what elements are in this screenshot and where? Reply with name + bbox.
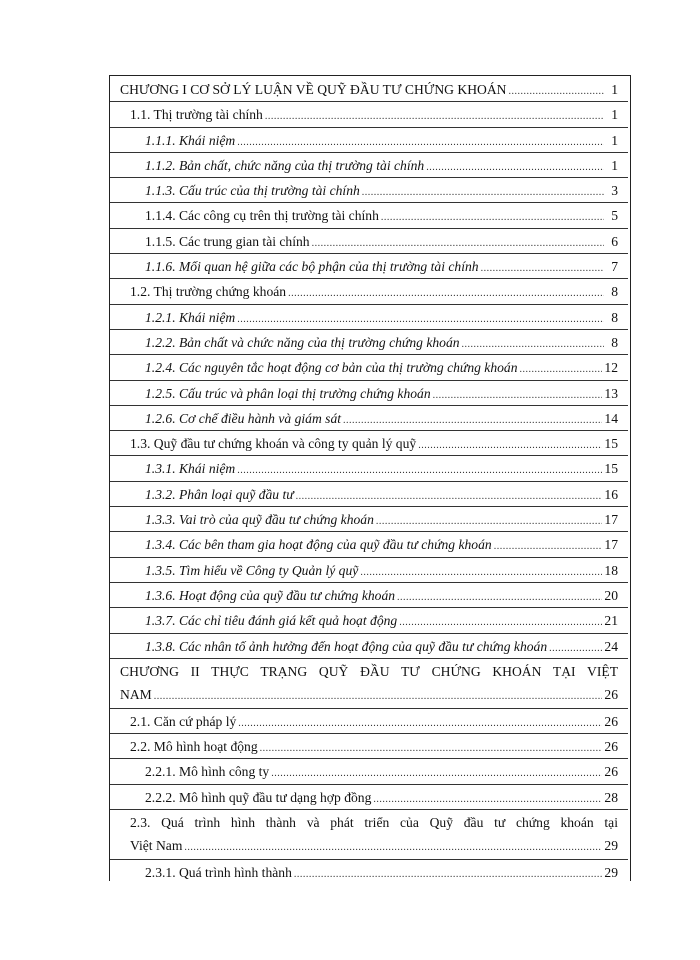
- dot-leader: [373, 794, 602, 805]
- toc-label: CHƯƠNG I CƠ SỞ LÝ LUẬN VỀ QUỸ ĐẦU TƯ CHỨNG KHOÁN: [120, 82, 507, 97]
- dot-leader: [508, 86, 604, 97]
- toc-label: 2.2.2. Mô hình quỹ đầu tư dạng hợp đồng: [145, 789, 372, 805]
- dot-leader: [462, 339, 604, 350]
- dot-leader: [271, 768, 602, 779]
- dot-leader: [260, 743, 603, 754]
- dot-leader: [154, 691, 603, 702]
- toc-page-number: 6: [611, 233, 618, 249]
- dot-leader: [494, 541, 603, 552]
- toc-label: 1.2.2. Bản chất và chức năng của thị trường chứng khoán: [145, 334, 460, 350]
- toc-entry-1-1-2[interactable]: [110, 152, 628, 177]
- dot-leader: [549, 643, 602, 654]
- toc-page-number: 29: [604, 865, 618, 881]
- toc-label: 1.3.6. Hoạt động của quỹ đầu tư chứng khoán: [145, 587, 396, 603]
- toc-label: 1.3.5. Tìm hiểu về Công ty Quản lý quỹ: [145, 562, 359, 578]
- toc-page-number: 3: [611, 183, 618, 199]
- dot-leader: [294, 869, 603, 880]
- toc-entry-2-2-2[interactable]: [110, 784, 628, 809]
- toc-entry-1-3[interactable]: [110, 430, 628, 455]
- toc-entry-1-3-7[interactable]: [110, 607, 628, 632]
- toc-page-number: 7: [611, 259, 618, 275]
- toc-page-number: 26: [604, 739, 618, 755]
- toc-label: 1.2.5. Cấu trúc và phân loại thị trường chứng khoán: [145, 385, 431, 401]
- toc-label: 1.1.6. Mối quan hệ giữa các bộ phận của thị trường tài chính: [145, 259, 479, 275]
- toc-page-number: 20: [604, 587, 618, 603]
- dot-leader: [418, 440, 602, 451]
- toc-page-number: 26: [604, 764, 618, 780]
- toc-entry-1-1-4[interactable]: [110, 202, 628, 227]
- toc-entry-2-2[interactable]: [110, 733, 628, 758]
- toc-entry-1-2-1[interactable]: [110, 304, 628, 329]
- toc-page-number: 8: [611, 334, 618, 350]
- toc-entry-1-3-3[interactable]: [110, 506, 628, 531]
- toc-label: 1.1.3. Cấu trúc của thị trường tài chính: [145, 183, 360, 199]
- dot-leader: [288, 288, 604, 299]
- toc-page-number: 5: [611, 208, 618, 224]
- toc-label: 1.2.1. Khái niệm: [145, 309, 236, 325]
- toc-entry-1-1-5[interactable]: [110, 228, 628, 253]
- dot-leader: [238, 718, 602, 729]
- toc-page-number: 28: [604, 789, 618, 805]
- toc-entry-chapter-1[interactable]: [110, 76, 628, 101]
- toc-label: 1.3.1. Khái niệm: [145, 461, 236, 477]
- toc-label: 1.3.2. Phân loại quỹ đầu tư: [145, 486, 294, 502]
- toc-entry-1-2-4[interactable]: [110, 354, 628, 379]
- dot-leader: [399, 617, 602, 628]
- toc-label: CHƯƠNG II THỰC TRẠNG QUỸ ĐẦU TƯ CHỨNG KHOÁN TẠI VIỆT: [120, 663, 618, 679]
- toc-page-number: 1: [611, 107, 618, 123]
- toc-label: 2.3.1. Quá trình hình thành: [145, 865, 292, 881]
- toc-label-continued: Việt Nam: [130, 838, 183, 854]
- toc-label: 1.2. Thị trường chứng khoán: [130, 284, 287, 300]
- toc-label: 1.1.1. Khái niệm: [145, 132, 236, 148]
- toc-entry-1-1-6[interactable]: [110, 253, 628, 278]
- dot-leader: [362, 187, 604, 198]
- toc-page-number: 15: [604, 461, 618, 477]
- dot-leader: [312, 238, 604, 249]
- toc-page-number: 8: [611, 284, 618, 300]
- dot-leader: [237, 137, 604, 148]
- toc-entry-2-3[interactable]: [110, 809, 628, 859]
- dot-leader: [184, 842, 602, 853]
- dot-leader: [360, 567, 602, 578]
- toc-page-number: 16: [604, 486, 618, 502]
- toc-label: 1.1.2. Bản chất, chức năng của thị trường tài chính: [145, 157, 425, 173]
- toc-page-number: 29: [604, 838, 618, 854]
- toc-label: 1.3.8. Các nhân tố ảnh hưởng đến hoạt động của quỹ đầu tư chứng khoán: [145, 638, 548, 654]
- toc-page-number: 24: [604, 638, 618, 654]
- toc-page-number: 18: [604, 562, 618, 578]
- toc-entry-1-3-4[interactable]: [110, 531, 628, 556]
- toc-entry-chapter-2[interactable]: [110, 658, 628, 708]
- toc-entry-1-1-3[interactable]: [110, 177, 628, 202]
- toc-page-number: 21: [604, 613, 618, 629]
- toc-entry-1-2-5[interactable]: [110, 380, 628, 405]
- dot-leader: [397, 592, 602, 603]
- toc-entry-1-3-2[interactable]: [110, 481, 628, 506]
- toc-entry-2-3-1[interactable]: [110, 859, 628, 884]
- toc-entry-1-3-6[interactable]: [110, 582, 628, 607]
- toc-page-number: 1: [611, 82, 618, 97]
- toc-label: 1.2.6. Cơ chế điều hành và giám sát: [145, 410, 342, 426]
- toc-page-number: 26: [604, 713, 618, 729]
- dot-leader: [520, 364, 603, 375]
- toc-entry-1-2[interactable]: [110, 278, 628, 303]
- toc-entry-1-1[interactable]: [110, 101, 628, 126]
- toc-entry-1-3-1[interactable]: [110, 455, 628, 480]
- toc-page-number: 15: [604, 436, 618, 452]
- toc-page-number: 13: [604, 385, 618, 401]
- toc-label: 1.1. Thị trường tài chính: [130, 107, 263, 123]
- dot-leader: [237, 465, 602, 476]
- toc-label: 2.2.1. Mô hình công ty: [145, 764, 270, 780]
- dot-leader: [376, 516, 603, 527]
- toc-label: 1.3.3. Vai trò của quỹ đầu tư chứng khoán: [145, 512, 374, 528]
- toc-label: 1.2.4. Các nguyên tắc hoạt động cơ bản của thị trường chứng khoán: [145, 360, 518, 376]
- toc-page-number: 17: [604, 537, 618, 553]
- dot-leader: [381, 212, 604, 223]
- toc-label: 1.1.5. Các trung gian tài chính: [145, 233, 310, 249]
- dot-leader: [237, 314, 604, 325]
- toc-page-number: 26: [604, 686, 618, 702]
- dot-leader: [343, 415, 602, 426]
- toc-label: 2.2. Mô hình hoạt động: [130, 739, 258, 755]
- toc-entry-2-2-1[interactable]: [110, 758, 628, 783]
- toc-entry-1-3-5[interactable]: [110, 557, 628, 582]
- toc-page-number: 8: [611, 309, 618, 325]
- toc-label: 2.3. Quá trình hình thành và phát triển của Quỹ đầu tư chứng khoán tại: [130, 815, 618, 831]
- toc-entry-2-1[interactable]: [110, 708, 628, 733]
- toc-page-number: 17: [604, 512, 618, 528]
- toc-entry-1-2-2[interactable]: [110, 329, 628, 354]
- dot-leader: [433, 390, 603, 401]
- dot-leader: [296, 491, 603, 502]
- toc-entry-1-2-6[interactable]: [110, 405, 628, 430]
- toc-entry-1-3-8[interactable]: [110, 633, 628, 658]
- toc-label: 1.3.7. Các chỉ tiêu đánh giá kết quả hoạt động: [145, 613, 398, 629]
- toc-label: 1.1.4. Các công cụ trên thị trường tài chính: [145, 208, 379, 224]
- table-of-contents: [110, 76, 628, 884]
- toc-page-number: 12: [604, 360, 618, 376]
- toc-label: 1.3.4. Các bên tham gia hoạt động của quỹ đầu tư chứng khoán: [145, 537, 492, 553]
- toc-page-number: 14: [604, 410, 618, 426]
- toc-label-continued: NAM: [120, 686, 152, 702]
- toc-label: 1.3. Quỹ đầu tư chứng khoán và công ty quản lý quỹ: [130, 436, 417, 452]
- toc-page-number: 1: [611, 132, 618, 148]
- toc-label: 2.1. Căn cứ pháp lý: [130, 713, 237, 729]
- dot-leader: [481, 263, 604, 274]
- toc-entry-1-1-1[interactable]: [110, 127, 628, 152]
- dot-leader: [265, 111, 604, 122]
- dot-leader: [426, 162, 604, 173]
- toc-page-number: 1: [611, 157, 618, 173]
